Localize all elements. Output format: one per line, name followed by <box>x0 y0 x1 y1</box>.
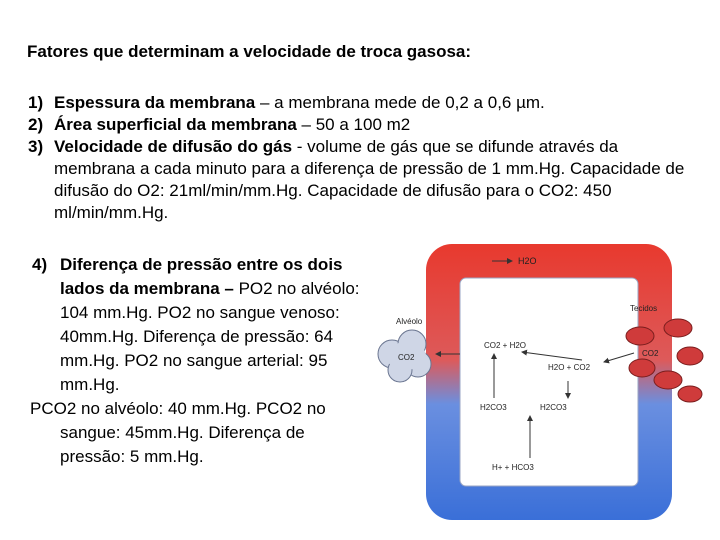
item-number: 2) <box>28 115 44 134</box>
item-text: - volume de gás que se difunde através da membrana a cada minuto para a diferença de pressão de 1 mm.Hg. Capacidade de difusão do O2: 21ml/min/mm.Hg. Capacidade de difusão para o CO2: 450 ml/min/mm.Hg. <box>54 137 685 222</box>
tecidos-label: Tecidos <box>630 304 658 313</box>
item-heading: Área superficial da membrana <box>54 115 297 134</box>
h2co3-left-label: H2CO3 <box>480 403 507 412</box>
item-text: PO2 no alvéolo: 104 mm.Hg. PO2 no sangue venoso: 40mm.Hg. Diferença de pressão: 64 mm.Hg. PO2 no sangue arterial: 95 mm.Hg. <box>60 279 360 394</box>
alveolo-co2: CO2 <box>398 353 415 362</box>
list-item <box>28 92 698 114</box>
list-item <box>28 114 698 136</box>
item-number: 3) <box>28 137 44 156</box>
alveolo-label: Alvéolo <box>396 317 423 326</box>
h2o-co2-label: H2O + CO2 <box>548 363 591 372</box>
h2o-top-label: H2O <box>518 256 537 266</box>
pressure-block <box>32 253 362 469</box>
item-heading: Velocidade de difusão do gás <box>54 137 293 156</box>
list-item <box>28 136 698 224</box>
item-text: – 50 a 100 m2 <box>296 115 411 134</box>
h2co3-right-label: H2CO3 <box>540 403 567 412</box>
gas-exchange-svg <box>372 236 707 526</box>
pco2-paragraph: PCO2 no alvéolo: 40 mm.Hg. PCO2 no sangue: 45mm.Hg. Diferença de pressão: 5 mm.Hg. <box>30 399 326 466</box>
h-hco3-label: H+ + HCO3 <box>492 463 534 472</box>
list-item <box>32 253 362 397</box>
co2-h2o-label: CO2 + H2O <box>484 341 527 350</box>
page-title: Fatores que determinam a velocidade de troca gasosa: <box>27 42 472 61</box>
capillary-lumen <box>460 278 638 486</box>
item-heading: Diferença de pressão entre os dois lados da membrana – <box>60 255 343 298</box>
factors-list <box>28 92 698 224</box>
gas-exchange-diagram <box>372 236 707 526</box>
item-heading: Espessura da membrana <box>54 93 256 112</box>
item-number: 1) <box>28 93 44 112</box>
item-text: – a membrana mede de 0,2 a 0,6 µm. <box>255 93 545 112</box>
tissue-co2: CO2 <box>642 349 659 358</box>
item-number: 4) <box>32 255 48 274</box>
